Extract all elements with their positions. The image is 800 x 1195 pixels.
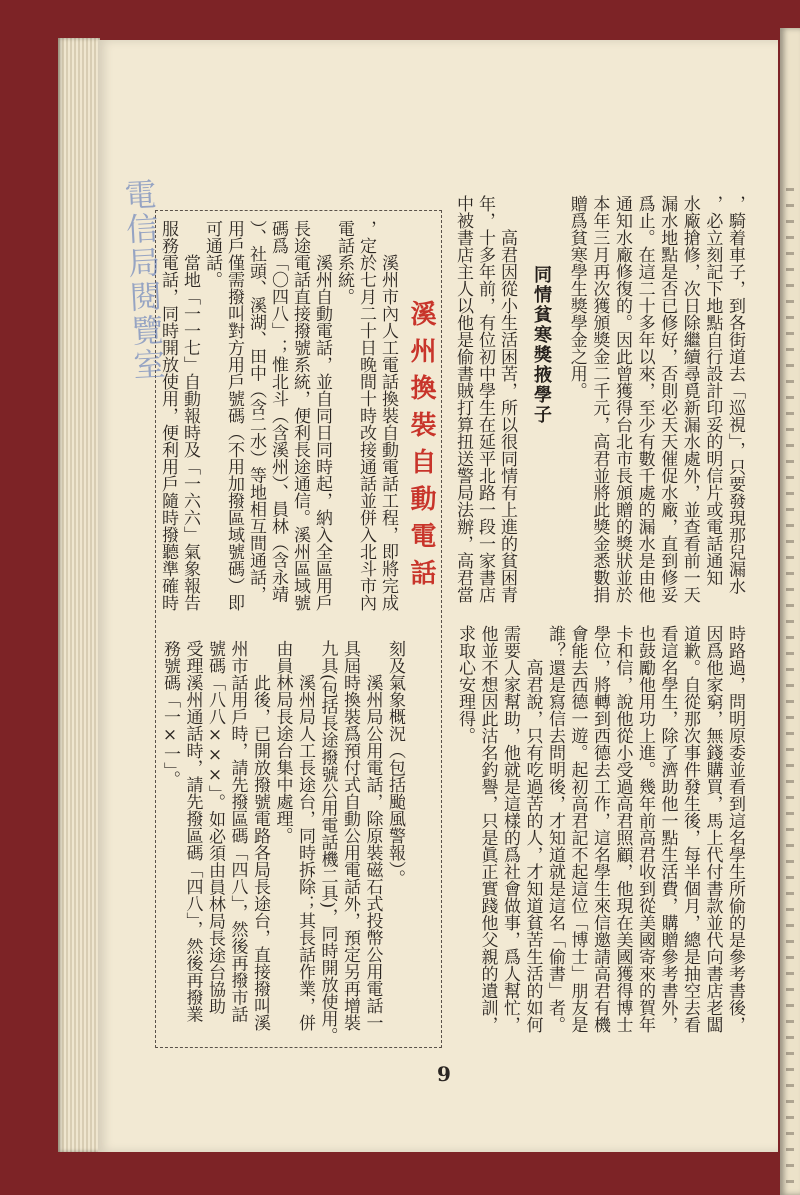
text-column: 也鼓勵他用功上進。幾年前高君收到從美國寄來的賀年 xyxy=(635,625,655,1033)
text-column: 此後，已開放撥號電路各局長途台，直接撥叫溪 xyxy=(250,674,270,1031)
text-column: 學位，將轉到西德去工作，這名學生來信邀請高君有機 xyxy=(590,625,610,1033)
text-column: 溪州市內人工電話換裝自動電話工程，即將完成 xyxy=(378,254,398,611)
text-column: ，騎着車子，到各街道去「巡視」，只要發現那兒漏水 xyxy=(725,195,745,595)
text-column: 本年三月再次獲頒獎金二千元，高君並將此獎金悉數捐 xyxy=(589,195,610,603)
text-column: ）、社頭、溪湖、田中（含二水）等地相互間通話， xyxy=(246,220,266,603)
text-column: 看這名學生，除了濟助他一點生活費，購贈參考書外， xyxy=(657,625,678,1033)
text-column: 長途電話直接撥號系統，便利長途通信。溪州區域號 xyxy=(290,220,310,611)
text-column: 具屆時換裝爲預付式自動公用電話外，預定另再增裝 xyxy=(340,640,360,1031)
text-column: 當地「一一七」自動報時及「一六六」氣象報告 xyxy=(180,254,200,611)
text-column: 因爲他家窮，無錢購買，馬上代付書款並代向書店老闆 xyxy=(702,625,723,1033)
text-column: 刻及氣象概況（包括颱風警報）。 xyxy=(385,640,405,887)
text-column: ，必立刻記下地點自行設計印妥的明信片或電話通知 xyxy=(702,195,723,586)
text-column: 水廠搶修，次日除繼續尋覓新漏水處外，並查看前一天 xyxy=(679,195,700,603)
text-column: 高君因從小生活困苦，所以很同情有上進的貧困青 xyxy=(497,229,517,603)
text-column: 爲止。在這二十多年以來，至少有數千處的漏水是由他 xyxy=(634,195,655,603)
text-column: 可通話。 xyxy=(202,220,222,288)
text-column: 他並不想因此沽名釣譽，只是眞正實踐他父親的遺訓， xyxy=(477,625,498,1033)
text-column: 高君說，只有吃過苦的人，才知道貧苦生活的如何 xyxy=(522,659,543,1033)
text-column: 溪州自動電話，並自同日同時起，納入全區用戶 xyxy=(312,254,332,611)
text-column: 九具(包括長途撥號公用電話機二具)，同時開放使用。 xyxy=(317,640,338,1045)
section-heading: 同情貧寒獎掖學子 xyxy=(531,265,552,425)
text-column: 務號碼「一×一」。 xyxy=(160,640,180,788)
text-column: 號碼「八八×××」。如必須由員林局長途台協助 xyxy=(205,640,225,1015)
text-column: ，定於七月二十日晚間十時改接通話並併入北斗市內 xyxy=(356,220,376,611)
text-column: 溪州局公用電話，除原裝磁石式投幣公用電話一 xyxy=(362,674,383,1031)
text-column: 年，十多年前，有位初中學生在延平北路一段一家書店 xyxy=(475,195,495,603)
text-column: 中被書店主人以他是偷書賊打算扭送警局法辦，高君當 xyxy=(453,195,473,603)
text-column: 時路過，問明原委並看到這名學生所偷的是參考書後， xyxy=(725,625,745,1033)
text-column: 州市話用戶時，請先撥區碼「四八」，然後再撥市話 xyxy=(227,640,248,1023)
text-column: 贈爲貧寒學生獎學金之用。 xyxy=(566,195,587,399)
text-column: 用戶僅需撥叫對方用戶號碼（不用加撥區域號碼）即 xyxy=(224,220,244,611)
text-column: 碼爲「〇四八」；惟北斗（含溪州）、員林（含永靖 xyxy=(268,220,288,603)
text-column: 電話系統。 xyxy=(334,220,354,305)
text-column: 服務電話，同時開放使用，便利用戶隨時撥聽準確時 xyxy=(158,220,178,611)
page-number: 9 xyxy=(437,1062,451,1086)
text-column: 溪州局人工長途台，同時拆除；其長話作業，併 xyxy=(295,674,315,1031)
text-column: 誰？還是寫信去問明後，才知道就是這名「偷書」者。 xyxy=(545,625,565,1033)
text-column: 需要人家幫助，他就是這樣的爲社會做事，爲人幫忙， xyxy=(500,625,520,1033)
text-column: 漏水地點是否已修好，否則必天天催促水廠，直到修妥 xyxy=(657,195,678,603)
text-column: 通知水廠修復的。因此曾獲得台北市長頒贈的獎狀並於 xyxy=(612,195,632,603)
notice-title: 溪州換裝自動電話 xyxy=(406,300,436,596)
reading-room-stamp: 電信局閱覽室 xyxy=(118,177,168,383)
text-column: 卡和信，說他從小受過高君照顧，他現在美國獲得博士 xyxy=(612,625,633,1033)
text-column: 由員林局長途台集中處理。 xyxy=(272,640,293,844)
text-column: 求取心安理得。 xyxy=(455,625,475,744)
text-column: 道歉。自從那次事件發生後，每半個月，總是抽空去看 xyxy=(680,625,700,1033)
text-column: 受理溪州通話時，請先撥區碼「四八」，然後再撥業 xyxy=(182,640,203,1023)
text-column: 會能去西德一遊。起初高君記不起這位「博士」朋友是 xyxy=(567,625,588,1033)
